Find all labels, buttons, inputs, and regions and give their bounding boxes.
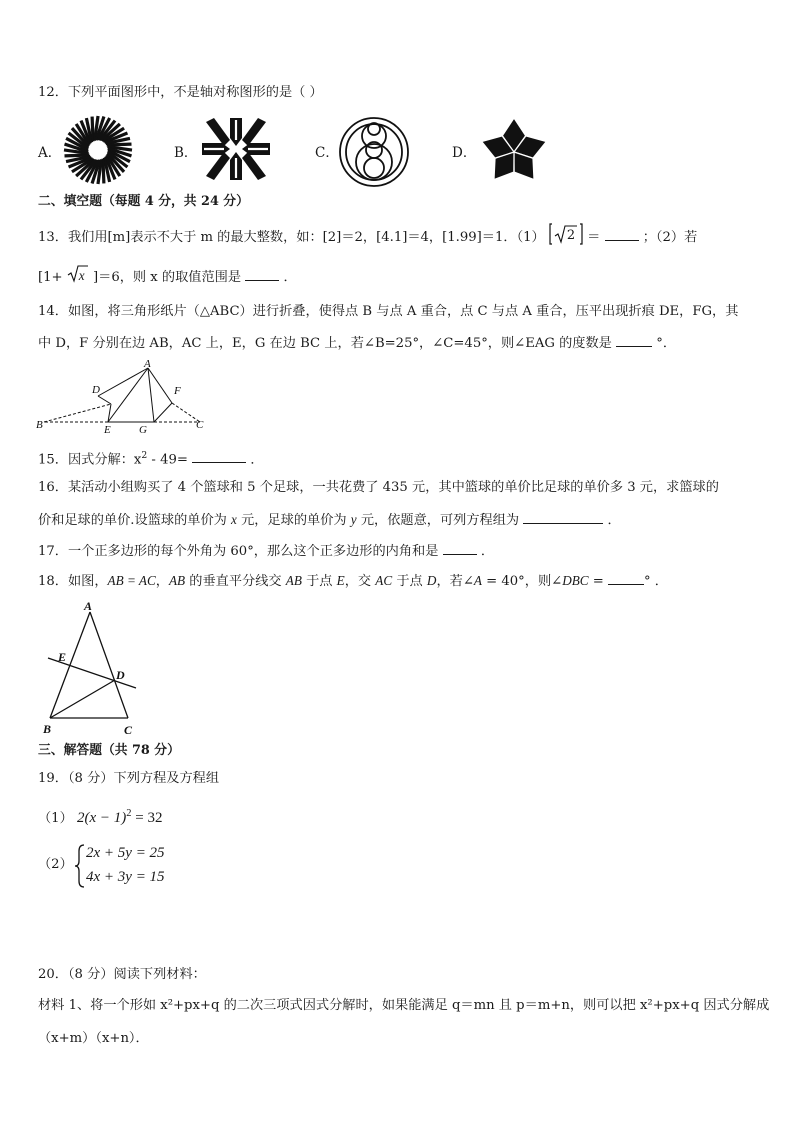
q13-text-a: 13．我们用[m]表示不大于 m 的最大整数，如：[2]＝2，[4.1]＝4，[1.99]＝1．（1）: [38, 230, 545, 245]
q14-label-d: D: [92, 384, 100, 396]
q18-pe: E: [336, 573, 345, 588]
q16-blank[interactable]: [523, 510, 603, 524]
q17-end: ．: [480, 544, 495, 559]
q18-label-a: A: [84, 599, 93, 613]
q19-p1-label: （1）: [38, 811, 73, 826]
q13-bracket-sqrt: [549, 225, 583, 245]
q15-exp: 2: [141, 450, 148, 461]
q15-line: [38, 447, 264, 469]
q14-blank[interactable]: [616, 333, 652, 347]
section-2-title: 二、填空题（每题 4 分，共 24 分）: [38, 194, 249, 209]
stacked-circles-icon: [338, 116, 410, 188]
snowflake-star-icon: [200, 116, 272, 182]
option-b-label: B．: [174, 145, 198, 161]
q16-line2: [38, 510, 621, 530]
q20-line1: 材料 1、将一个形如 x²+px+q 的二次三项式因式分解时，如果能满足 q＝mn 且 p＝m+n，则可以把 x²+px+q 因式分解成: [38, 998, 770, 1013]
q14-triangle-figure: [34, 358, 214, 434]
q18-pd: D: [426, 573, 437, 588]
q13-line2: [38, 266, 297, 287]
q18-triangle-figure: [40, 598, 142, 738]
q18-ab-2: AB: [285, 573, 302, 588]
q19-p2-eq2: 4x + 3y = 15: [86, 869, 165, 885]
q19-p2-eq1: 2x + 5y = 25: [86, 845, 165, 861]
q18-blank[interactable]: [608, 571, 644, 585]
q16-var-x: x: [231, 512, 237, 527]
q18-ab: AB: [168, 573, 186, 588]
q16-end: ．: [607, 513, 621, 528]
q16-var-y: y: [350, 512, 357, 527]
q15-blank[interactable]: [192, 449, 246, 463]
q13-equals: ＝: [587, 230, 601, 245]
q13-l2-c: ]＝6，则 x 的取值范围是: [93, 270, 242, 285]
q18-dbc: DBC: [562, 573, 589, 588]
q13-l2-a: [1+: [38, 270, 63, 285]
q15-text: 15．因式分解：x: [38, 452, 142, 468]
q13-sqrt-x: [67, 266, 89, 284]
q20-stem: 20．（8 分）阅读下列材料：: [38, 967, 206, 982]
q18-label-e: E: [58, 650, 67, 664]
q14-l2-text: 中 D，F 分别在边 AB，AC 上，E，G 在边 BC 上，若∠B=25°，∠C=45°，则∠EAG 的度数是: [38, 336, 612, 351]
q19-p2-label: （2）: [38, 857, 73, 872]
q14-line2: [38, 333, 676, 353]
q14-label-b: B: [36, 419, 43, 431]
q18-g: ，若∠: [436, 574, 474, 589]
q18-label-b: B: [43, 722, 52, 736]
q14-label-a: A: [144, 358, 151, 370]
q13-line1: [38, 225, 697, 247]
q14-l2-end: °．: [656, 336, 677, 351]
q15-end: ．: [250, 452, 264, 468]
q20-line2: （x+m）（x+n）．: [38, 1031, 149, 1046]
q18-f: 于点: [392, 574, 427, 589]
option-c-label: C．: [315, 145, 339, 161]
q17-text: 17．一个正多边形的每个外角为 60°，那么这个正多边形的内角和是: [38, 544, 439, 559]
option-a-label: A．: [38, 145, 62, 161]
q19-part1: [38, 805, 162, 828]
q12-stem: 12．下列平面图形中，不是轴对称图形的是（ ）: [38, 85, 323, 100]
q18-d: 于点: [301, 574, 337, 589]
radial-sunburst-icon: [62, 114, 134, 186]
q16-l2-a: 价和足球的单价.设篮球的单价为: [38, 513, 232, 528]
q14-label-e: E: [104, 424, 111, 434]
q18-a: 18．如图，: [38, 574, 108, 589]
q17-line: [38, 541, 494, 561]
q18-label-d: D: [116, 668, 125, 682]
q13-l2-d: ．: [283, 270, 297, 285]
q18-e: ，交: [344, 574, 376, 589]
q18-end: ° ．: [644, 574, 668, 589]
q14-label-c: C: [196, 419, 204, 431]
q13-blank-2[interactable]: [245, 267, 279, 281]
q14-label-f: F: [174, 385, 181, 397]
q14-line1: 14．如图，将三角形纸片（△ABC）进行折叠，使得点 B 与点 A 重合，点 C 与点 A 重合，压平出现折痕 DE，FG，其: [38, 304, 739, 319]
q18-h: = 40°，则∠: [481, 574, 563, 589]
q13-blank-1[interactable]: [605, 227, 639, 241]
q17-blank[interactable]: [443, 541, 477, 555]
q16-l2-b: 元，足球的单价为: [236, 513, 351, 528]
q19-part2: [38, 856, 73, 874]
q19-stem: 19．（8 分）下列方程及方程组: [38, 771, 220, 786]
q18-pa: A: [473, 573, 482, 588]
q19-p1-eq: $2(x - 1)^2 = 32$: [76, 808, 163, 826]
q18-c: 的垂直平分线交: [185, 574, 286, 589]
q19-brace: [74, 843, 86, 889]
q13-sqrt-x-var: x: [78, 268, 85, 283]
q18-eq1: AB = AC: [107, 573, 156, 588]
option-d-label: D．: [452, 145, 477, 161]
q16-l2-c: 元，依题意，可列方程组为: [356, 513, 520, 528]
q15-rest: - 49=: [147, 452, 188, 468]
q13-sqrt-arg: 2: [566, 228, 576, 243]
q18-line: [38, 571, 668, 591]
pentagon-star-icon: [478, 114, 550, 186]
section-3-title: 三、解答题（共 78 分）: [38, 743, 180, 758]
q18-label-c: C: [124, 723, 133, 737]
q13-text-c: ；（2）若: [642, 230, 698, 245]
q18-i: =: [588, 574, 604, 589]
q18-b: ，: [155, 574, 169, 589]
q16-line1: 16．某活动小组购买了 4 个篮球和 5 个足球，一共花费了 435 元，其中篮球的单价比足球的单价多 3 元，求篮球的: [38, 480, 719, 495]
q14-label-g: G: [139, 424, 147, 434]
q18-ac: AC: [375, 573, 393, 588]
